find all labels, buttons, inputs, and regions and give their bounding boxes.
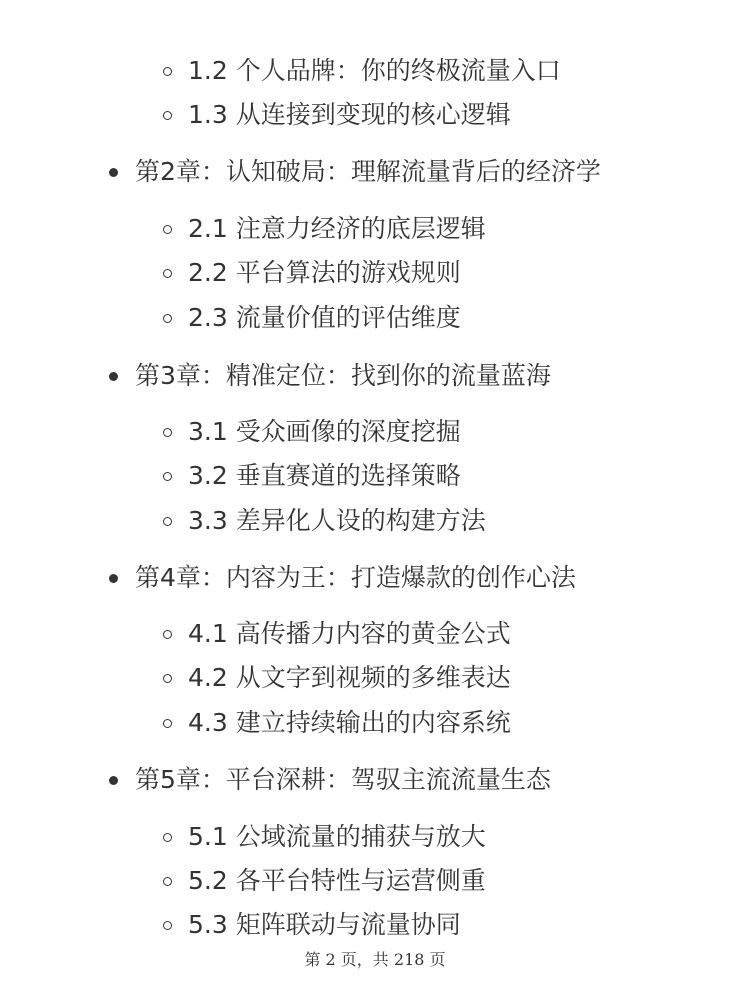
- toc-chapter-item: 第5章：平台深耕：驾驭主流流量生态: [135, 765, 551, 794]
- circle-bullet-icon: [163, 630, 172, 639]
- page-number-footer: 第 2 页，共 218 页: [304, 950, 446, 969]
- circle-bullet-icon: [163, 472, 172, 481]
- toc-section-item: 3.2 垂直赛道的选择策略: [188, 461, 461, 490]
- circle-bullet-icon: [163, 833, 172, 842]
- disc-bullet-icon: [109, 168, 118, 177]
- circle-bullet-icon: [163, 225, 172, 234]
- circle-bullet-icon: [163, 517, 172, 526]
- circle-bullet-icon: [163, 67, 172, 76]
- circle-bullet-icon: [163, 877, 172, 886]
- circle-bullet-icon: [163, 719, 172, 728]
- circle-bullet-icon: [163, 921, 172, 930]
- toc-section-item: 4.1 高传播力内容的黄金公式: [188, 619, 511, 648]
- toc-section-item: 1.3 从连接到变现的核心逻辑: [188, 100, 511, 129]
- toc-section-item: 2.3 流量价值的评估维度: [188, 303, 461, 332]
- disc-bullet-icon: [109, 574, 118, 583]
- toc-chapter-item: 第3章：精准定位：找到你的流量蓝海: [135, 361, 551, 390]
- toc-chapter-item: 第4章：内容为王：打造爆款的创作心法: [135, 563, 576, 592]
- toc-section-item: 3.1 受众画像的深度挖掘: [188, 417, 461, 446]
- toc-section-item: 4.3 建立持续输出的内容系统: [188, 708, 511, 737]
- toc-section-item: 2.1 注意力经济的底层逻辑: [188, 214, 486, 243]
- toc-section-item: 5.1 公域流量的捕获与放大: [188, 822, 486, 851]
- circle-bullet-icon: [163, 269, 172, 278]
- disc-bullet-icon: [109, 372, 118, 381]
- circle-bullet-icon: [163, 111, 172, 120]
- toc-section-item: 5.2 各平台特性与运营侧重: [188, 866, 486, 895]
- circle-bullet-icon: [163, 314, 172, 323]
- disc-bullet-icon: [109, 776, 118, 785]
- toc-section-item: 4.2 从文字到视频的多维表达: [188, 663, 511, 692]
- toc-chapter-item: 第2章：认知破局：理解流量背后的经济学: [135, 157, 601, 186]
- toc-section-item: 2.2 平台算法的游戏规则: [188, 258, 461, 287]
- toc-section-item: 1.2 个人品牌：你的终极流量入口: [188, 56, 561, 85]
- circle-bullet-icon: [163, 428, 172, 437]
- toc-section-item: 3.3 差异化人设的构建方法: [188, 506, 486, 535]
- toc-section-item: 5.3 矩阵联动与流量协同: [188, 910, 461, 939]
- circle-bullet-icon: [163, 674, 172, 683]
